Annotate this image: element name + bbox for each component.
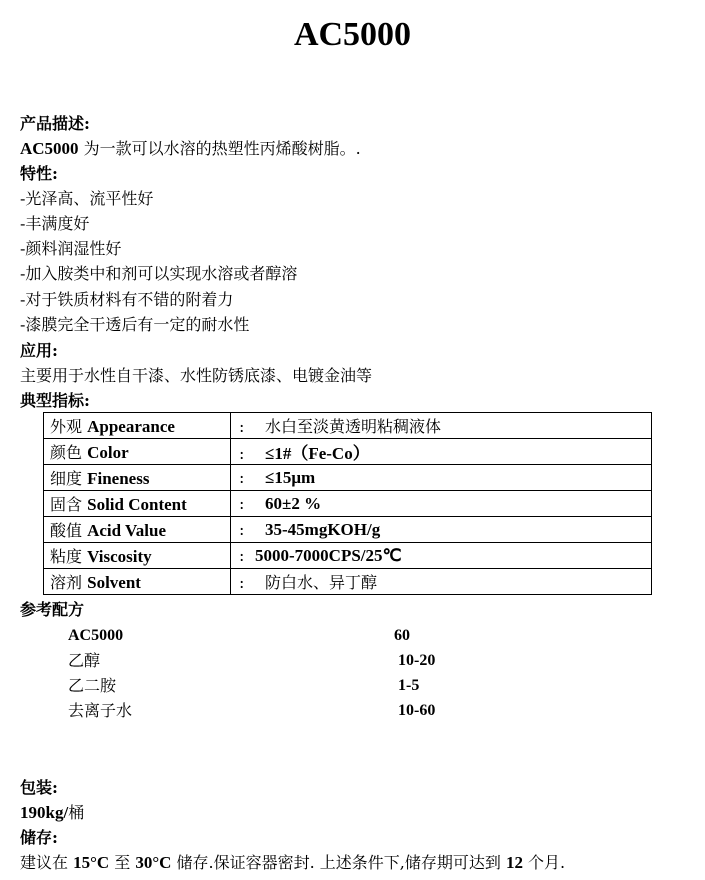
feature-item: -对于铁质材料有不错的附着力 [20, 290, 234, 309]
packaging-unit: 桶 [68, 803, 85, 822]
table-row [44, 517, 652, 543]
spec-name-cn: 溶剂 [50, 573, 83, 592]
spec-name-en: Solid Content [87, 495, 187, 514]
spec-name-en: Color [87, 443, 129, 462]
formula-item-amount: 1-5 [398, 677, 420, 694]
packaging-amount: 190kg/ [20, 803, 69, 822]
spec-name-cn: 细度 [50, 469, 83, 488]
spec-value [231, 517, 652, 543]
spec-name-en: Solvent [87, 573, 141, 592]
spec-value-text: 35-45mgKOH/g [265, 519, 381, 539]
spec-name-cn: 外观 [50, 417, 83, 436]
spec-name-en: Fineness [87, 469, 150, 488]
spec-colon: : [239, 417, 245, 436]
specs-heading: 典型指标: [20, 391, 90, 410]
formula-item-name: 去离子水 [68, 701, 133, 720]
description-heading: 产品描述: [20, 114, 90, 133]
storage-part: 储存.保证容器密封. 上述条件下,储存期可达到 [171, 853, 506, 872]
spec-colon: : [239, 545, 245, 565]
spec-value-text: 防白水、异丁醇 [265, 573, 378, 592]
spec-value [231, 491, 652, 517]
spec-value-text: 60±2 % [265, 493, 322, 513]
formula-item-amount: 60 [394, 627, 410, 644]
description-text [20, 138, 361, 160]
storage-part: 个月. [522, 853, 566, 872]
formula-heading: 参考配方 [20, 600, 85, 619]
application-text: 主要用于水性自干漆、水性防锈底漆、电镀金油等 [20, 366, 373, 385]
storage-months: 12 [505, 853, 523, 872]
feature-item: -加入胺类中和剂可以实现水溶或者醇溶 [20, 264, 298, 283]
spec-value-text: ≤15μm [265, 467, 316, 487]
specs-table [43, 412, 652, 595]
storage-part: 至 [109, 853, 136, 872]
feature-item: -光泽高、流平性好 [20, 189, 154, 208]
feature-item: -颜料润湿性好 [20, 239, 122, 258]
spec-name-cn: 颜色 [50, 443, 83, 462]
spec-value [231, 413, 652, 439]
spec-value [231, 543, 652, 569]
spec-name [44, 413, 231, 439]
spec-value-text: 水白至淡黄透明粘稠液体 [265, 417, 442, 436]
spec-value-text: ≤1#（Fe-Co） [265, 444, 370, 463]
spec-name [44, 439, 231, 465]
spec-name [44, 517, 231, 543]
formula-item-name: 乙醇 [68, 651, 101, 670]
table-row [44, 543, 652, 569]
spec-name [44, 569, 231, 595]
spec-value [231, 569, 652, 595]
spec-value [231, 439, 652, 465]
spec-name-cn: 酸值 [50, 521, 83, 540]
spec-name [44, 465, 231, 491]
storage-text [20, 852, 565, 874]
features-heading: 特性: [20, 164, 58, 183]
storage-max-temp: 30°C [135, 853, 172, 872]
spec-value [231, 465, 652, 491]
packaging-text [20, 802, 84, 824]
description-body: 为一款可以水溶的热塑性丙烯酸树脂。. [78, 139, 361, 158]
spec-name-en: Viscosity [87, 547, 152, 566]
feature-item: -丰满度好 [20, 214, 90, 233]
table-row [44, 491, 652, 517]
application-heading: 应用: [20, 341, 58, 360]
spec-name [44, 543, 231, 569]
storage-part: 建议在 [20, 853, 74, 872]
spec-name-cn: 固含 [50, 495, 83, 514]
formula-item-name: AC5000 [68, 627, 124, 644]
formula-item-amount: 10-60 [398, 702, 436, 719]
spec-name-en: Acid Value [87, 521, 166, 540]
table-row [44, 569, 652, 595]
storage-heading: 储存: [20, 828, 58, 847]
spec-value-text: 5000-7000CPS/25℃ [255, 545, 402, 565]
spec-colon: : [239, 573, 245, 592]
product-name: AC5000 [20, 139, 79, 158]
spec-colon: : [239, 493, 245, 513]
table-row [44, 413, 652, 439]
spec-colon: : [239, 519, 245, 539]
table-row [44, 439, 652, 465]
feature-item: -漆膜完全干透后有一定的耐水性 [20, 315, 250, 334]
formula-item-amount: 10-20 [398, 652, 436, 669]
spec-name-en: Appearance [87, 417, 175, 436]
spec-name-cn: 粘度 [50, 547, 83, 566]
spec-colon: : [239, 444, 245, 463]
table-row [44, 465, 652, 491]
document-title: AC5000 [293, 16, 412, 53]
storage-min-temp: 15°C [73, 853, 110, 872]
packaging-heading: 包装: [20, 778, 58, 797]
formula-item-name: 乙二胺 [68, 676, 117, 695]
spec-name [44, 491, 231, 517]
spec-colon: : [239, 467, 245, 487]
